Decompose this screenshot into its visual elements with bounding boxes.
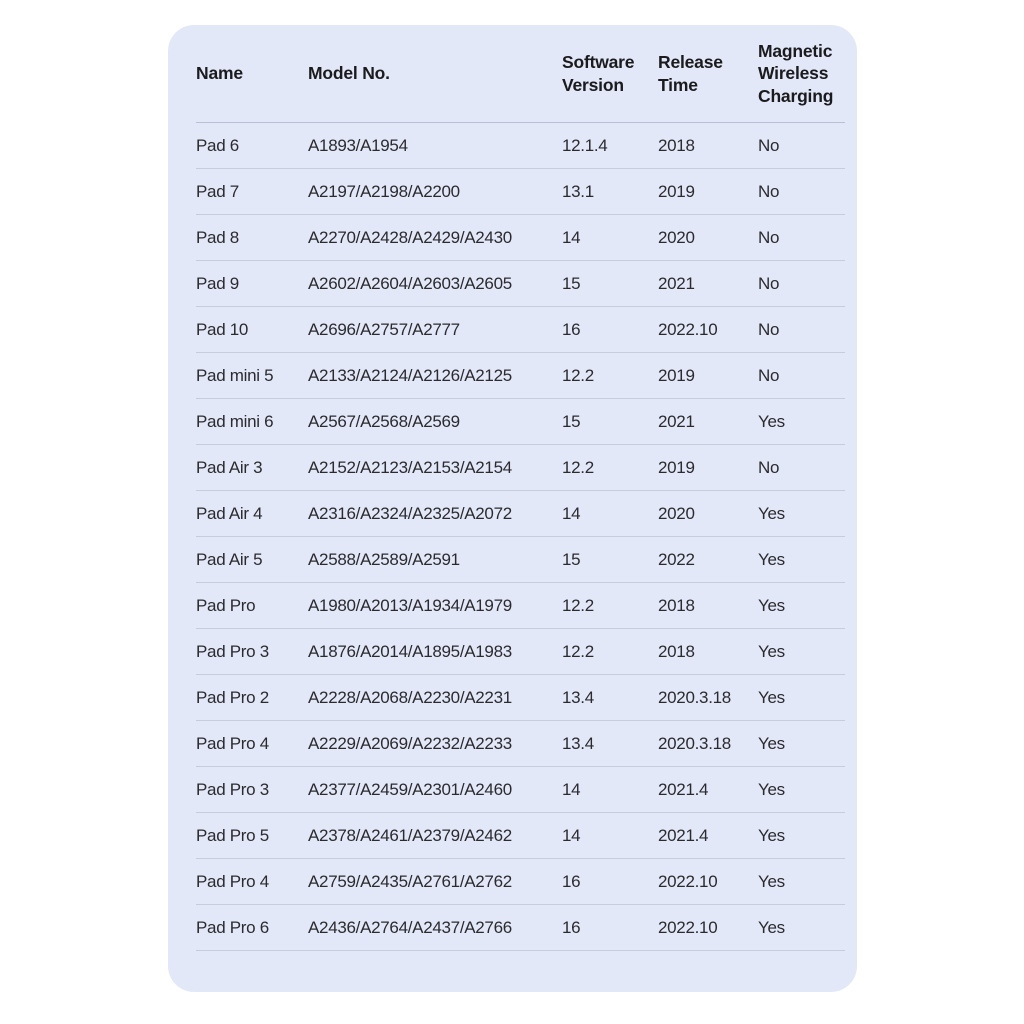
cell-magnetic-wireless-charging: Yes [758,595,785,615]
cell-magnetic-wireless-charging: No [758,319,780,339]
cell-software-version: 14 [562,779,581,799]
cell-model-no: A2229/A2069/A2232/A2233 [308,733,512,753]
cell-magnetic-wireless-charging: Yes [758,871,785,891]
table-row [196,261,845,307]
cell-software-version: 16 [562,917,581,937]
table-body [196,123,845,951]
cell-magnetic-wireless-charging: Yes [758,733,785,753]
table-row [196,399,845,445]
cell-release-time: 2020 [658,503,695,523]
cell-model-no: A1893/A1954 [308,135,408,155]
cell-name: Pad Pro 6 [196,917,269,937]
table-row [196,721,845,767]
cell-software-version: 13.1 [562,181,594,201]
cell-model-no: A2602/A2604/A2603/A2605 [308,273,512,293]
cell-release-time: 2019 [658,457,695,477]
cell-software-version: 12.2 [562,595,594,615]
table-row [196,123,845,169]
cell-magnetic-wireless-charging: No [758,135,780,155]
table-row [196,215,845,261]
cell-name: Pad 8 [196,227,239,247]
spec-table-card [168,25,857,992]
cell-name: Pad Pro 4 [196,733,269,753]
cell-release-time: 2020 [658,227,695,247]
cell-name: Pad Pro 4 [196,871,269,891]
cell-software-version: 12.1.4 [562,135,608,155]
cell-name: Pad Pro 3 [196,779,269,799]
table-row [196,307,845,353]
column-header-model-no: Model No. [308,63,390,84]
cell-release-time: 2018 [658,135,695,155]
cell-software-version: 13.4 [562,687,594,707]
cell-release-time: 2021.4 [658,779,709,799]
cell-software-version: 14 [562,227,581,247]
cell-model-no: A2378/A2461/A2379/A2462 [308,825,512,845]
cell-name: Pad Air 5 [196,549,263,569]
cell-name: Pad Pro 5 [196,825,269,845]
cell-magnetic-wireless-charging: Yes [758,825,785,845]
cell-software-version: 16 [562,871,581,891]
table-row [196,905,845,951]
cell-name: Pad 6 [196,135,239,155]
table-row [196,491,845,537]
cell-release-time: 2019 [658,365,695,385]
cell-magnetic-wireless-charging: No [758,181,780,201]
table-row [196,767,845,813]
cell-magnetic-wireless-charging: Yes [758,917,785,937]
column-header-name: Name [196,63,243,84]
cell-release-time: 2021 [658,411,695,431]
cell-release-time: 2022.10 [658,319,718,339]
cell-magnetic-wireless-charging: Yes [758,641,785,661]
cell-software-version: 14 [562,503,581,523]
cell-release-time: 2019 [658,181,695,201]
table-row [196,169,845,215]
cell-release-time: 2022.10 [658,917,718,937]
cell-model-no: A2228/A2068/A2230/A2231 [308,687,512,707]
cell-release-time: 2018 [658,641,695,661]
cell-name: Pad Pro [196,595,256,615]
cell-model-no: A2588/A2589/A2591 [308,549,460,569]
cell-software-version: 13.4 [562,733,594,753]
table-header-row [196,25,845,123]
cell-software-version: 12.2 [562,641,594,661]
cell-software-version: 15 [562,411,581,431]
cell-release-time: 2020.3.18 [658,733,731,753]
cell-model-no: A2377/A2459/A2301/A2460 [308,779,512,799]
cell-name: Pad mini 6 [196,411,274,431]
cell-software-version: 15 [562,273,581,293]
cell-name: Pad 10 [196,319,249,339]
cell-model-no: A2759/A2435/A2761/A2762 [308,871,512,891]
cell-model-no: A2696/A2757/A2777 [308,319,460,339]
column-header-magnetic-wireless-charging: Magnetic Wireless Charging [758,41,834,106]
cell-magnetic-wireless-charging: Yes [758,549,785,569]
table-row [196,859,845,905]
cell-model-no: A2197/A2198/A2200 [308,181,460,201]
table-row [196,583,845,629]
cell-release-time: 2022 [658,549,695,569]
cell-name: Pad 7 [196,181,239,201]
table-row [196,537,845,583]
table-row [196,629,845,675]
cell-magnetic-wireless-charging: No [758,457,780,477]
cell-model-no: A2567/A2568/A2569 [308,411,460,431]
cell-software-version: 15 [562,549,581,569]
column-header-software-version: Software Version [562,52,635,95]
cell-model-no: A2270/A2428/A2429/A2430 [308,227,512,247]
cell-release-time: 2020.3.18 [658,687,731,707]
cell-magnetic-wireless-charging: No [758,365,780,385]
table-row [196,675,845,721]
column-header-release-time: Release Time [658,52,723,95]
cell-name: Pad Pro 3 [196,641,269,661]
cell-software-version: 12.2 [562,457,594,477]
cell-software-version: 14 [562,825,581,845]
cell-release-time: 2022.10 [658,871,718,891]
cell-release-time: 2021.4 [658,825,709,845]
table-row [196,445,845,491]
cell-magnetic-wireless-charging: No [758,273,780,293]
cell-model-no: A2436/A2764/A2437/A2766 [308,917,512,937]
cell-software-version: 12.2 [562,365,594,385]
table-row [196,813,845,859]
cell-model-no: A2152/A2123/A2153/A2154 [308,457,512,477]
table-row [196,353,845,399]
cell-model-no: A2133/A2124/A2126/A2125 [308,365,512,385]
cell-name: Pad Pro 2 [196,687,269,707]
cell-model-no: A2316/A2324/A2325/A2072 [308,503,512,523]
cell-name: Pad Air 4 [196,503,263,523]
cell-magnetic-wireless-charging: No [758,227,780,247]
cell-release-time: 2018 [658,595,695,615]
cell-software-version: 16 [562,319,581,339]
cell-name: Pad 9 [196,273,239,293]
cell-magnetic-wireless-charging: Yes [758,687,785,707]
cell-model-no: A1980/A2013/A1934/A1979 [308,595,512,615]
cell-magnetic-wireless-charging: Yes [758,503,785,523]
cell-magnetic-wireless-charging: Yes [758,411,785,431]
cell-model-no: A1876/A2014/A1895/A1983 [308,641,512,661]
cell-name: Pad Air 3 [196,457,263,477]
cell-magnetic-wireless-charging: Yes [758,779,785,799]
cell-release-time: 2021 [658,273,695,293]
cell-name: Pad mini 5 [196,365,274,385]
